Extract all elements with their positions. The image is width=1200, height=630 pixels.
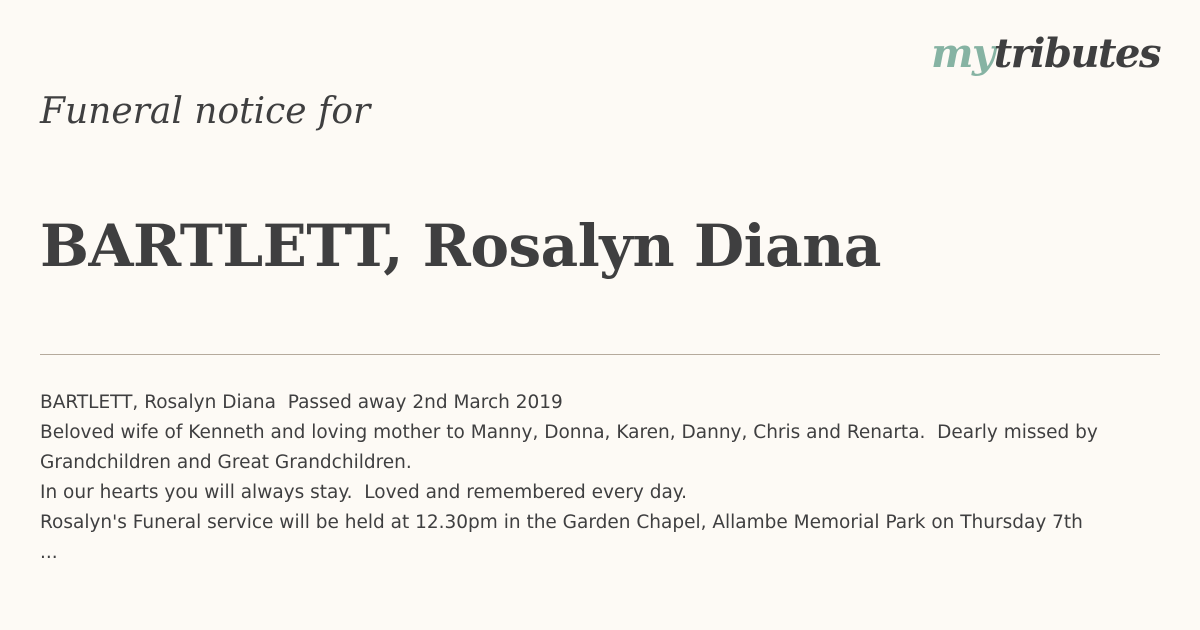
notice-line: Beloved wife of Kenneth and loving mother to Manny, Donna, Karen, Danny, Chris and Renarta. Dearly missed by bbox=[40, 422, 1098, 443]
notice-line: Rosalyn's Funeral service will be held at 12.30pm in the Garden Chapel, Allambe Memorial Park on Thursday 7th bbox=[40, 512, 1083, 533]
section-divider bbox=[40, 354, 1160, 355]
notice-body bbox=[40, 388, 1165, 568]
notice-line: In our hearts you will always stay. Loved and remembered every day. bbox=[40, 482, 688, 503]
notice-subtitle: Funeral notice for bbox=[40, 91, 371, 132]
notice-line: BARTLETT, Rosalyn Diana Passed away 2nd March 2019 bbox=[40, 392, 563, 413]
logo-tributes-text: tributes bbox=[993, 30, 1160, 77]
notice-ellipsis: ... bbox=[40, 542, 58, 563]
mytributes-logo[interactable] bbox=[931, 30, 1160, 77]
deceased-name-heading: BARTLETT, Rosalyn Diana bbox=[40, 212, 881, 280]
notice-line: Grandchildren and Great Grandchildren. bbox=[40, 452, 412, 473]
logo-my-text: my bbox=[931, 30, 994, 77]
